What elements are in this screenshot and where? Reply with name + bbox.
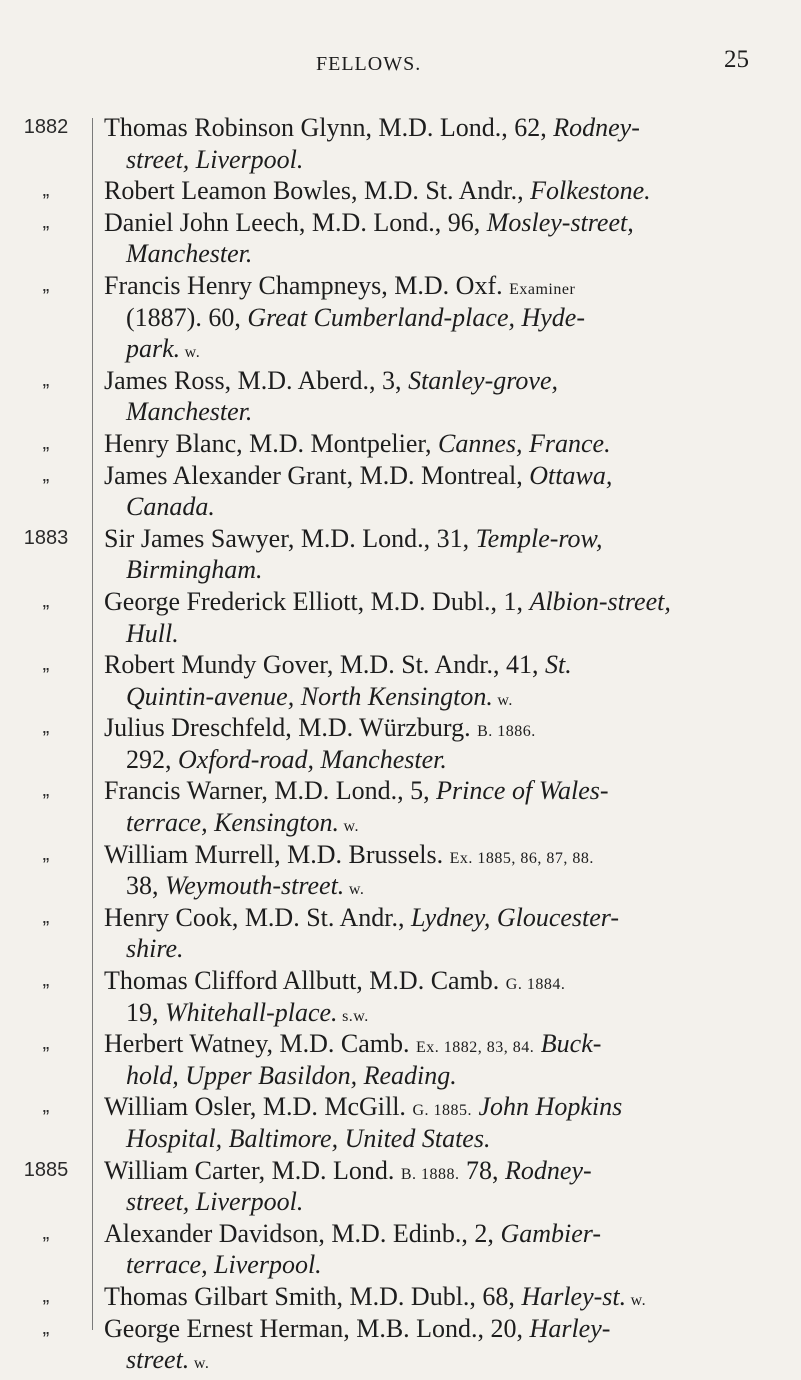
entry-text: James Ross, M.D. Aberd., 3,: [104, 365, 409, 395]
address-text: Lydney, Gloucester-: [410, 902, 620, 932]
address-text: Whitehall-place.: [165, 997, 338, 1027]
entry-line: [104, 207, 795, 239]
address-text: Mosley-street,: [486, 207, 634, 237]
address-text: Prince of Wales-: [436, 776, 609, 806]
address-text: Quintin-avenue, North Kensington.: [126, 681, 493, 711]
small-caps-text: w.: [626, 1291, 647, 1309]
fellow-entry: [0, 175, 801, 207]
running-header-title: FELLOWS.: [316, 53, 422, 75]
address-text: Manchester.: [126, 397, 253, 427]
address-text: street, Liverpool.: [126, 1187, 304, 1217]
fellow-entry: [0, 112, 801, 175]
address-text: Birmingham.: [126, 555, 263, 585]
entry-line: [104, 1028, 795, 1060]
entry-line: [104, 1344, 795, 1376]
fellow-entry: [0, 839, 801, 902]
election-year: „: [42, 716, 50, 739]
address-text: Hull.: [126, 618, 179, 648]
entry-line: [104, 933, 795, 965]
entry-line: [104, 396, 795, 428]
small-caps-text: w.: [344, 881, 365, 899]
entry-text: 19,: [126, 997, 165, 1027]
entry-text: Daniel John Leech, M.D. Lond., 96,: [104, 207, 487, 237]
entry-text: (1887). 60,: [126, 302, 248, 332]
fellow-entry: [0, 460, 801, 523]
entry-line: [104, 1218, 795, 1250]
election-year: „: [42, 905, 50, 928]
election-year: „: [42, 368, 50, 391]
entry-line: [104, 365, 795, 397]
entry-line: [104, 965, 795, 997]
address-text: Buck-: [534, 1029, 602, 1059]
address-text: street, Liverpool.: [126, 144, 304, 174]
fellow-entry: [0, 902, 801, 965]
entry-line: [104, 681, 795, 713]
address-text: Oxford-road, Manchester.: [178, 744, 447, 774]
entry-text: Alexander Davidson, M.D. Edinb., 2,: [104, 1218, 501, 1248]
election-year: „: [42, 653, 50, 676]
entry-line: [104, 554, 795, 586]
address-text: Temple-row,: [475, 523, 603, 553]
address-text: Albion-street,: [529, 586, 671, 616]
entry-text: 292,: [126, 744, 178, 774]
entry-line: [104, 997, 795, 1029]
address-text: Ottawa,: [529, 460, 613, 490]
address-text: Rodney-: [553, 113, 640, 142]
entry-text: Sir James Sawyer, M.D. Lond., 31,: [104, 523, 476, 553]
address-text: Hospital, Baltimore, United States.: [126, 1124, 491, 1153]
fellow-entry: [0, 365, 801, 428]
fellow-entry: [0, 1028, 801, 1091]
entry-line: [104, 112, 795, 144]
election-year: 1885: [23, 1158, 69, 1181]
address-text: Harley-: [529, 1313, 611, 1343]
entry-line: [104, 649, 795, 681]
fellow-entry: [0, 775, 801, 838]
small-caps-text: Ex. 1882, 83, 84.: [416, 1039, 535, 1057]
entry-line: [104, 333, 795, 365]
fellow-entry: [0, 207, 801, 270]
fellow-entry: [0, 586, 801, 649]
entry-line: [104, 1091, 795, 1123]
entry-line: [104, 839, 795, 871]
small-caps-text: w.: [492, 691, 513, 709]
small-caps-text: w.: [189, 1355, 210, 1373]
address-text: Great Cumberland-place, Hyde-: [247, 302, 585, 332]
entry-line: [104, 618, 795, 650]
address-text: Canada.: [126, 492, 215, 522]
entry-line: [104, 270, 795, 302]
entry-line: [104, 870, 795, 902]
small-caps-text: Ex. 1885, 86, 87, 88.: [449, 849, 594, 867]
small-caps-text: Examiner: [509, 280, 576, 298]
election-year: „: [42, 842, 50, 865]
fellow-entry: [0, 523, 801, 586]
address-text: street.: [126, 1345, 190, 1375]
fellow-entry: [0, 270, 801, 365]
entry-text: 38,: [126, 871, 165, 901]
address-text: Folkestone.: [530, 176, 651, 206]
entry-text: William Osler, M.D. McGill.: [104, 1092, 413, 1122]
election-year: „: [42, 1284, 50, 1307]
entry-line: [104, 175, 795, 207]
entry-text: Herbert Watney, M.D. Camb.: [104, 1029, 416, 1059]
election-year: „: [42, 1221, 50, 1244]
address-text: Cannes, France.: [438, 428, 611, 458]
election-year: „: [42, 179, 50, 202]
election-year: „: [42, 431, 50, 454]
entry-text: Robert Mundy Gover, M.D. St. Andr., 41,: [104, 650, 545, 680]
election-year: 1883: [23, 526, 69, 549]
entry-line: [104, 491, 795, 523]
entry-line: [104, 1155, 795, 1187]
fellow-entry: [0, 1155, 801, 1218]
entry-line: [104, 1249, 795, 1281]
fellow-entry: [0, 1091, 801, 1154]
fellow-entry: [0, 1313, 801, 1376]
entry-line: [104, 1281, 795, 1313]
entry-text: Henry Blanc, M.D. Montpelier,: [104, 428, 439, 458]
entry-text: Thomas Gilbart Smith, M.D. Dubl., 68,: [104, 1281, 522, 1311]
fellow-entry: [0, 428, 801, 460]
address-text: Weymouth-street.: [165, 871, 345, 901]
small-caps-text: G. 1884.: [505, 976, 566, 994]
address-text: Harley-st.: [521, 1281, 627, 1311]
fellow-entry: [0, 1218, 801, 1281]
fellow-entry: [0, 712, 801, 775]
entry-line: [104, 1123, 795, 1155]
election-year: „: [42, 463, 50, 486]
election-year: „: [42, 1316, 50, 1339]
fellow-entry: [0, 1281, 801, 1313]
address-text: Stanley-grove,: [408, 365, 558, 395]
entry-text: Francis Henry Champneys, M.D. Oxf.: [104, 270, 510, 300]
address-text: hold, Upper Basildon, Reading.: [126, 1060, 457, 1090]
small-caps-text: w.: [180, 344, 201, 362]
entry-line: [104, 807, 795, 839]
address-text: Manchester.: [126, 239, 253, 269]
small-caps-text: B. 1888.: [400, 1165, 460, 1183]
entry-line: [104, 428, 795, 460]
entry-line: [104, 238, 795, 270]
election-year: „: [42, 1095, 50, 1118]
election-year: „: [42, 779, 50, 802]
entry-line: [104, 302, 795, 334]
entry-text: Julius Dreschfeld, M.D. Würzburg.: [104, 713, 478, 743]
election-year: „: [42, 589, 50, 612]
entry-text: William Carter, M.D. Lond.: [104, 1155, 401, 1185]
entry-line: [104, 744, 795, 776]
address-text: shire.: [126, 934, 184, 964]
address-text: park.: [126, 334, 181, 364]
entry-text: George Frederick Elliott, M.D. Dubl., 1,: [104, 586, 530, 616]
entry-text: Francis Warner, M.D. Lond., 5,: [104, 776, 437, 806]
small-caps-text: G. 1885.: [412, 1102, 472, 1120]
fellow-entry: [0, 649, 801, 712]
address-text: Gambier-: [500, 1218, 602, 1248]
election-year: „: [42, 273, 50, 296]
address-text: St.: [544, 650, 572, 680]
small-caps-text: s.w.: [337, 1007, 369, 1025]
election-year: „: [42, 210, 50, 233]
entry-line: [104, 712, 795, 744]
fellows-list: [0, 112, 801, 1376]
address-text: terrace, Liverpool.: [126, 1250, 322, 1280]
entry-text: Henry Cook, M.D. St. Andr.,: [104, 902, 411, 932]
address-text: John Hopkins: [472, 1092, 623, 1122]
entry-text: 78,: [459, 1155, 506, 1185]
election-year: „: [42, 1032, 50, 1055]
entry-line: [104, 523, 795, 555]
entry-line: [104, 775, 795, 807]
election-year: 1882: [23, 116, 69, 138]
entry-text: William Murrell, M.D. Brussels.: [104, 839, 450, 869]
entry-line: [104, 586, 795, 618]
entry-line: [104, 144, 795, 176]
entry-text: Thomas Clifford Allbutt, M.D. Camb.: [104, 966, 506, 996]
entry-line: [104, 902, 795, 934]
entry-text: Thomas Robinson Glynn, M.D. Lond., 62,: [104, 113, 554, 142]
entry-text: James Alexander Grant, M.D. Montreal,: [104, 460, 530, 490]
fellow-entry: [0, 965, 801, 1028]
small-caps-text: w.: [339, 818, 360, 836]
entry-text: Robert Leamon Bowles, M.D. St. Andr.,: [104, 176, 531, 206]
address-text: terrace, Kensington.: [126, 808, 340, 838]
page-number: 25: [724, 46, 749, 73]
entry-line: [104, 460, 795, 492]
entry-line: [104, 1186, 795, 1218]
election-year: „: [42, 969, 50, 992]
address-text: Rodney-: [505, 1155, 592, 1185]
small-caps-text: B. 1886.: [477, 723, 536, 741]
entry-line: [104, 1060, 795, 1092]
entry-text: George Ernest Herman, M.B. Lond., 20,: [104, 1313, 530, 1343]
entry-line: [104, 1313, 795, 1345]
